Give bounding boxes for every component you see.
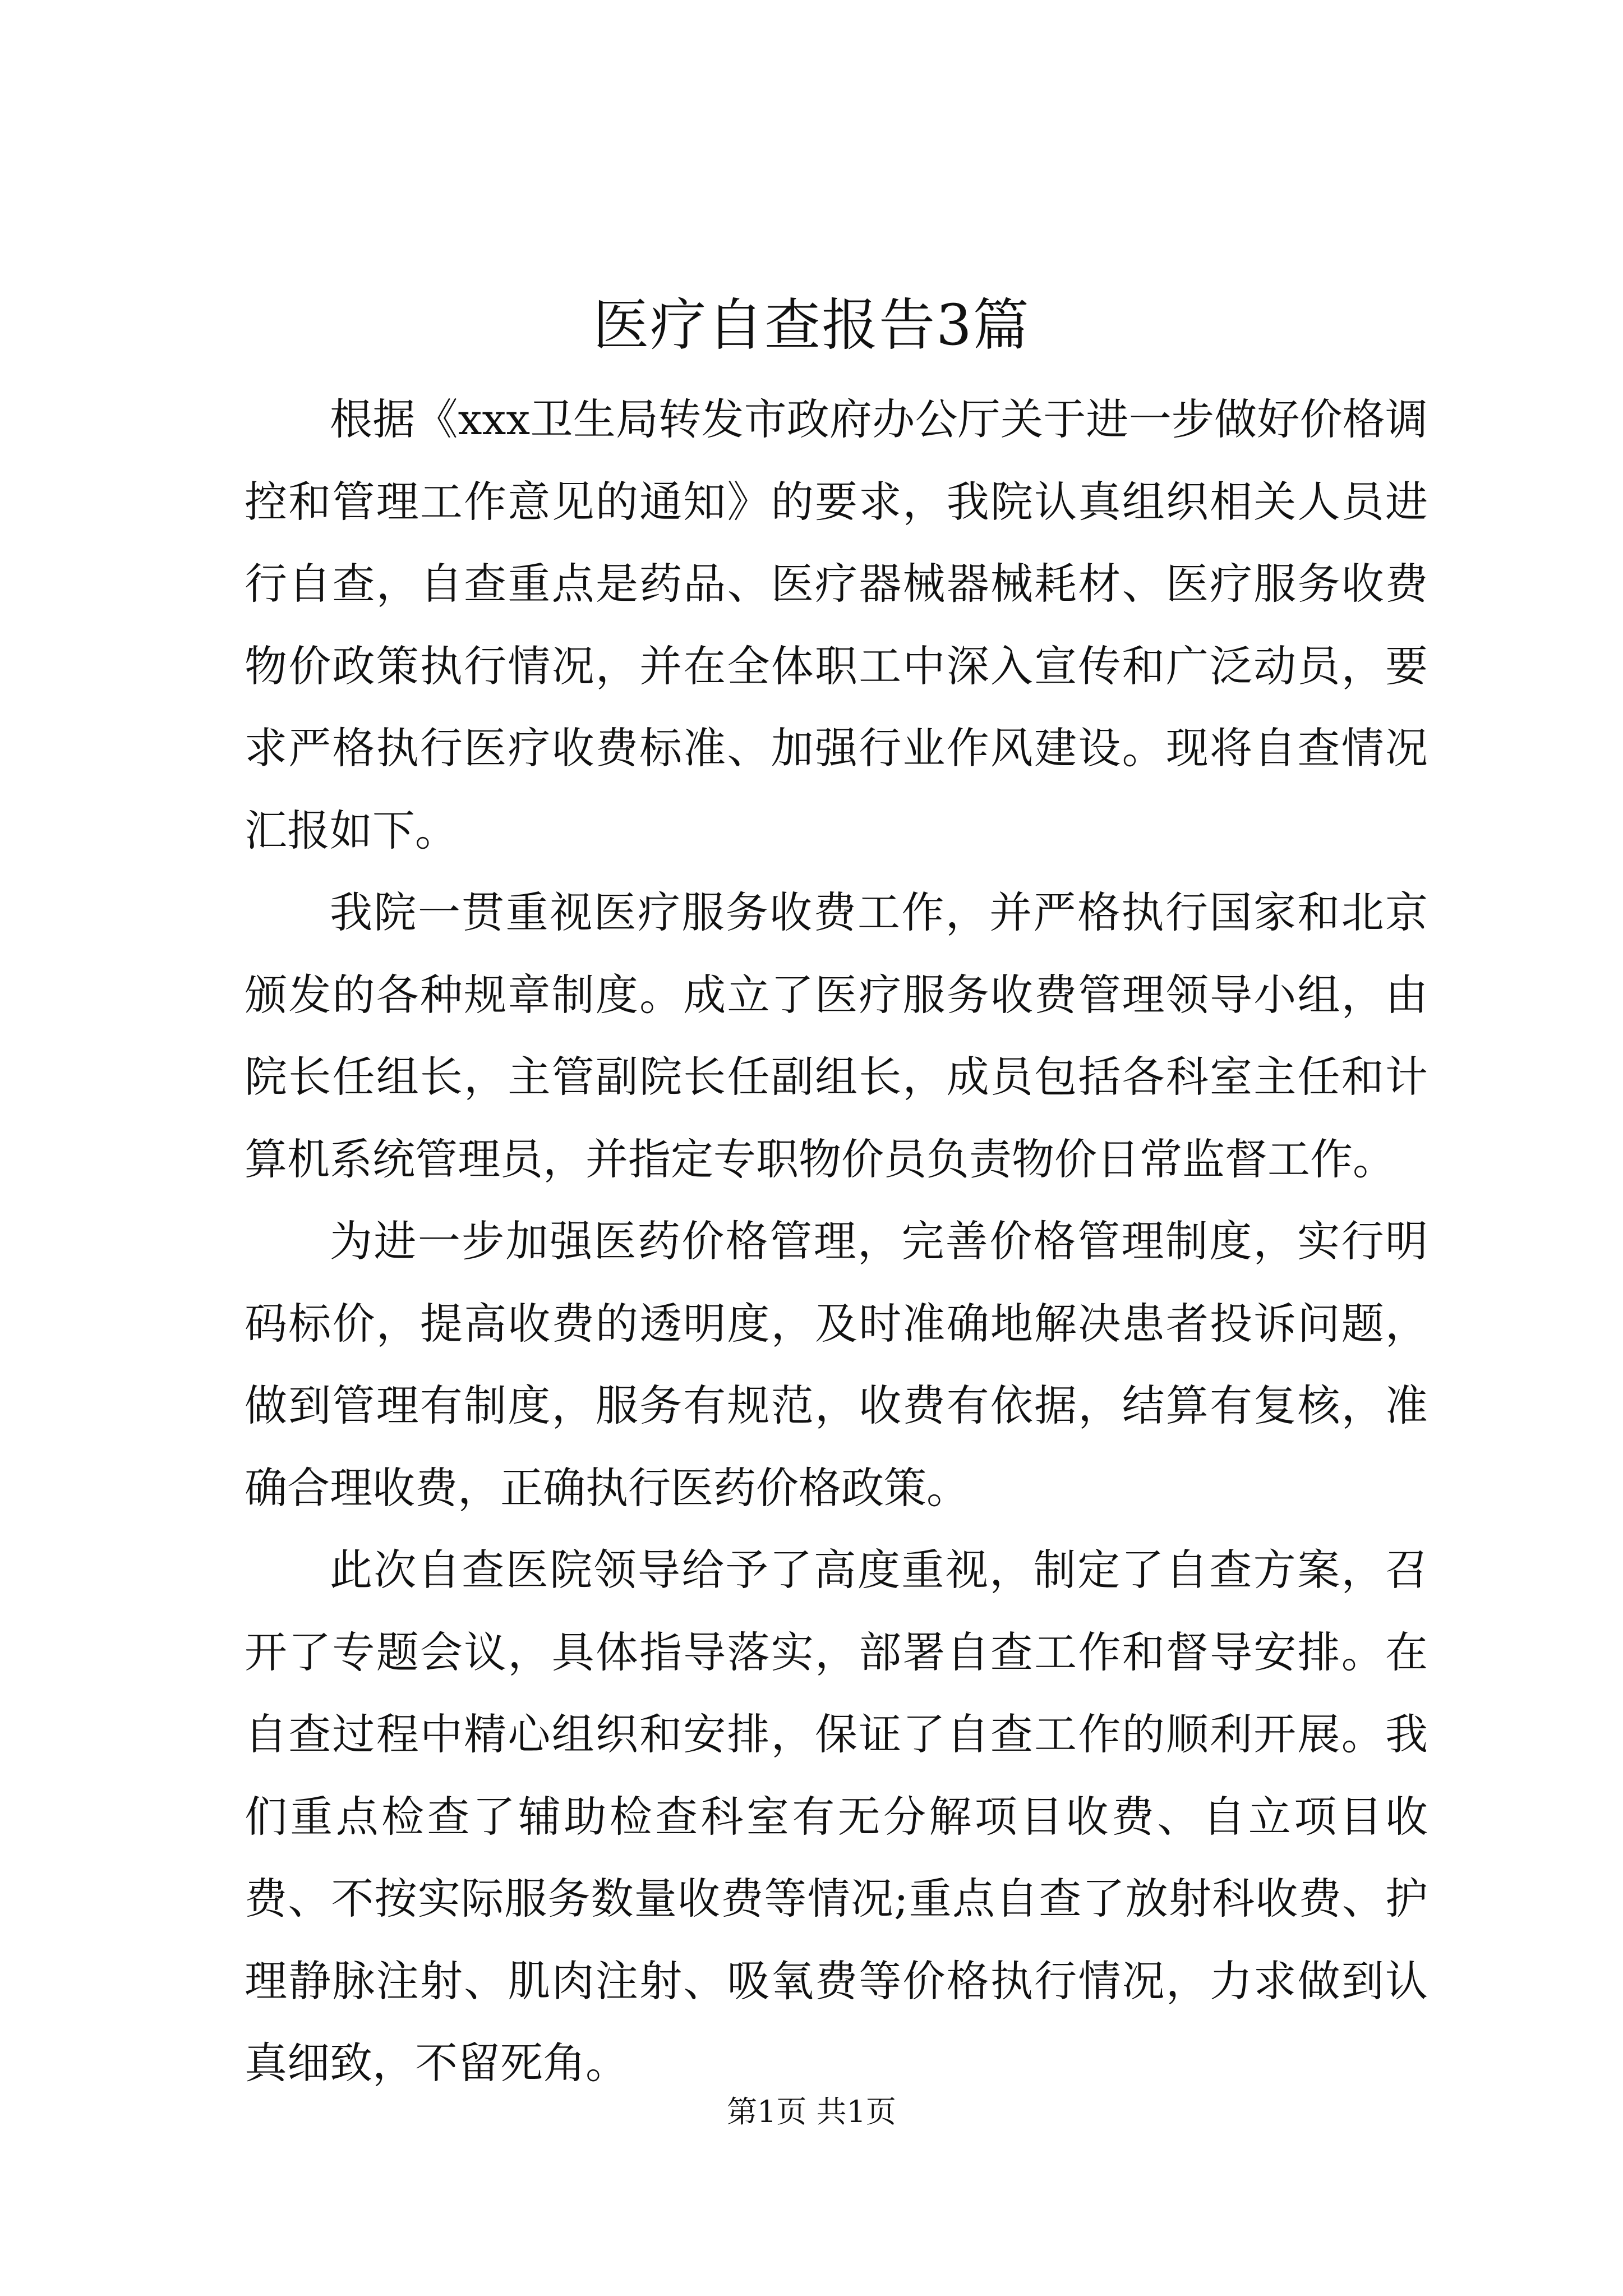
paragraph-1: 根据《xxx卫生局转发市政府办公厅关于进一步做好价格调控和管理工作意见的通知》的要求，我院认真组织相关人员进行自查，自查重点是药品、医疗器械器械耗材、医疗服务收费物价政策执行情况，并在全体职工中深入宣传和广泛动员，要求严格执行医疗收费标准、加强行业作风建设。现将自查情况汇报如下。: [245, 394, 1428, 855]
page-footer: 第1页 共1页: [727, 2094, 896, 2129]
paragraph-3: 为进一步加强医药价格管理，完善价格管理制度，实行明码标价，提高收费的透明度，及时准确地解决患者投诉问题，做到管理有制度，服务有规范，收费有依据，结算有复核，准确合理收费，正确执行医药价格政策。: [245, 1216, 1428, 1513]
document-body: [245, 379, 1428, 2105]
paragraph-2: 我院一贯重视医疗服务收费工作，并严格执行国家和北京颁发的各种规章制度。成立了医疗服务收费管理领导小组，由院长任组长，主管副院长任副组长，成员包括各科室主任和计算机系统管理员，并指定专职物价员负责物价日常监督工作。: [245, 887, 1428, 1184]
document-title: 医疗自查报告3篇: [593, 292, 1030, 358]
paragraph-4: 此次自查医院领导给予了高度重视，制定了自查方案，召开了专题会议，具体指导落实，部署自查工作和督导安排。在自查过程中精心组织和安排，保证了自查工作的顺利开展。我们重点检查了辅助检查科室有无分解项目收费、自立项目收费、不按实际服务数量收费等情况;重点自查了放射科收费、护理静脉注射、肌肉注射、吸氧费等价格执行情况，力求做到认真细致，不留死角。: [245, 1545, 1428, 2088]
